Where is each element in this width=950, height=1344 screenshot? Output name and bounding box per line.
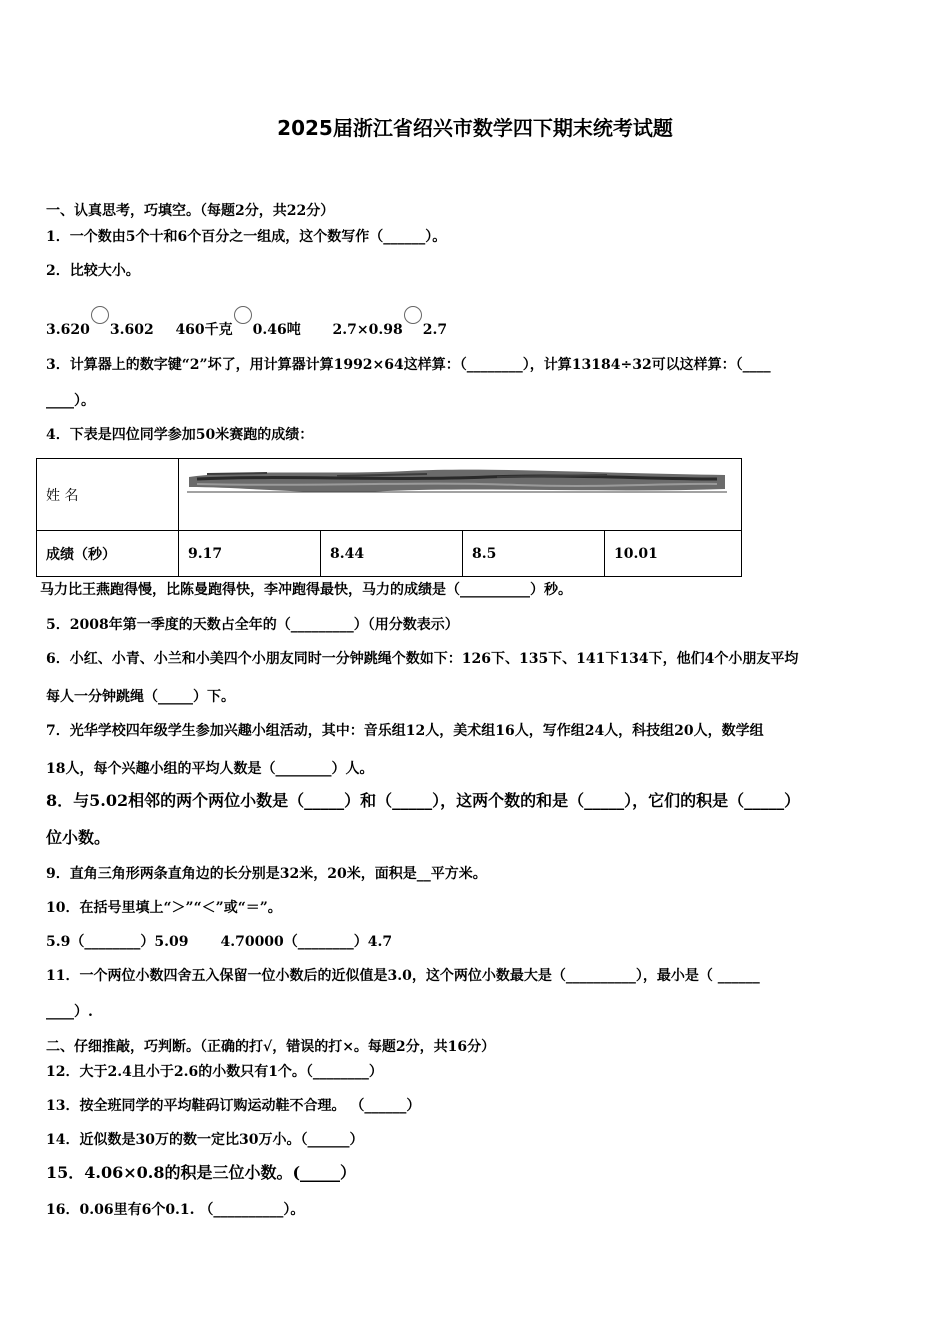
question-16: 16．0.06里有6个0.1. （__________）。 bbox=[46, 1202, 305, 1218]
score-cell-3: 8.5 bbox=[463, 531, 605, 577]
question-2-comparisons bbox=[46, 306, 447, 339]
question-8-line-1: 8．与5.02相邻的两个两位小数是（_____）和（_____），这两个数的和是（_____），它们的积是（_____） bbox=[46, 791, 801, 810]
question-10-item-2: 4.70000（________）4.7 bbox=[220, 934, 393, 950]
question-10: 10．在括号里填上“＞”“＜”或“＝”。 bbox=[46, 900, 282, 916]
compare-right-2: 0.46吨 bbox=[252, 322, 301, 338]
compare-left-3: 2.7×0.98 bbox=[332, 322, 403, 338]
question-8-line-2: 位小数。 bbox=[46, 828, 111, 847]
score-cell-4: 10.01 bbox=[605, 531, 742, 577]
question-3-line-2: ____）。 bbox=[46, 393, 95, 409]
compare-circle-1[interactable] bbox=[91, 306, 109, 324]
compare-left-1: 3.620 bbox=[46, 322, 90, 338]
question-2: 2．比较大小。 bbox=[46, 263, 140, 279]
question-11-line-2: ____）. bbox=[46, 1004, 93, 1020]
question-3-line-1: 3．计算器上的数字键“2”坏了，用计算器计算1992×64这样算：（________），计算13184÷32可以这样算：（____ bbox=[46, 357, 771, 373]
score-cell-2: 8.44 bbox=[321, 531, 463, 577]
question-10-items bbox=[46, 933, 392, 951]
compare-right-1: 3.602 bbox=[109, 322, 154, 338]
question-14: 14．近似数是30万的数一定比30万小。（______） bbox=[46, 1132, 364, 1148]
question-15: 15．4.06×0.8的积是三位小数。(_____） bbox=[46, 1163, 357, 1182]
compare-left-2: 460千克 bbox=[175, 322, 233, 338]
question-5: 5．2008年第一季度的天数占全年的（_________）（用分数表示） bbox=[46, 617, 459, 633]
question-4: 4．下表是四位同学参加50米赛跑的成绩： bbox=[46, 427, 314, 443]
question-7-line-2: 18人，每个兴趣小组的平均人数是（________）人。 bbox=[46, 761, 374, 777]
question-9: 9．直角三角形两条直角边的长分别是32米，20米，面积是__平方米。 bbox=[46, 866, 487, 882]
question-11-line-1: 11．一个两位小数四舍五入保留一位小数后的近似值是3.0，这个两位小数最大是（__________），最小是（ ______ bbox=[46, 968, 760, 984]
section-1-heading: 一、认真思考，巧填空。（每题2分，共22分） bbox=[46, 203, 335, 219]
table-row bbox=[37, 531, 742, 577]
question-1: 1．一个数由5个十和6个百分之一组成，这个数写作（______）。 bbox=[46, 229, 447, 245]
question-4-followup: 马力比王燕跑得慢，比陈曼跑得快，李冲跑得最快，马力的成绩是（__________）秒。 bbox=[40, 582, 572, 598]
score-cell-1: 9.17 bbox=[179, 531, 321, 577]
race-results-table bbox=[36, 458, 742, 577]
question-13: 13．按全班同学的平均鞋码订购运动鞋不合理。 （______） bbox=[46, 1098, 421, 1114]
page-title: 2025届浙江省绍兴市数学四下期末统考试题 bbox=[277, 116, 673, 140]
compare-circle-2[interactable] bbox=[234, 306, 252, 324]
compare-circle-3[interactable] bbox=[404, 306, 422, 324]
names-cell bbox=[179, 459, 742, 531]
smudged-names-image bbox=[187, 465, 727, 495]
question-6-line-2: 每人一分钟跳绳（_____）下。 bbox=[46, 689, 235, 705]
compare-right-3: 2.7 bbox=[422, 322, 448, 338]
question-6-line-1: 6．小红、小青、小兰和小美四个小朋友同时一分钟跳绳个数如下：126下、135下、141下134下，他们4个小朋友平均 bbox=[46, 651, 799, 667]
question-12: 12．大于2.4且小于2.6的小数只有1个。（________） bbox=[46, 1064, 383, 1080]
question-10-item-1: 5.9（________）5.09 bbox=[46, 934, 189, 950]
table-row bbox=[37, 459, 742, 531]
question-7-line-1: 7．光华学校四年级学生参加兴趣小组活动，其中：音乐组12人，美术组16人，写作组24人，科技组20人，数学组 bbox=[46, 723, 764, 739]
table-label-name: 姓 名 bbox=[37, 459, 179, 531]
table-label-score: 成绩（秒） bbox=[37, 531, 179, 577]
section-2-heading: 二、仔细推敲，巧判断。（正确的打√，错误的打×。每题2分，共16分） bbox=[46, 1039, 496, 1055]
